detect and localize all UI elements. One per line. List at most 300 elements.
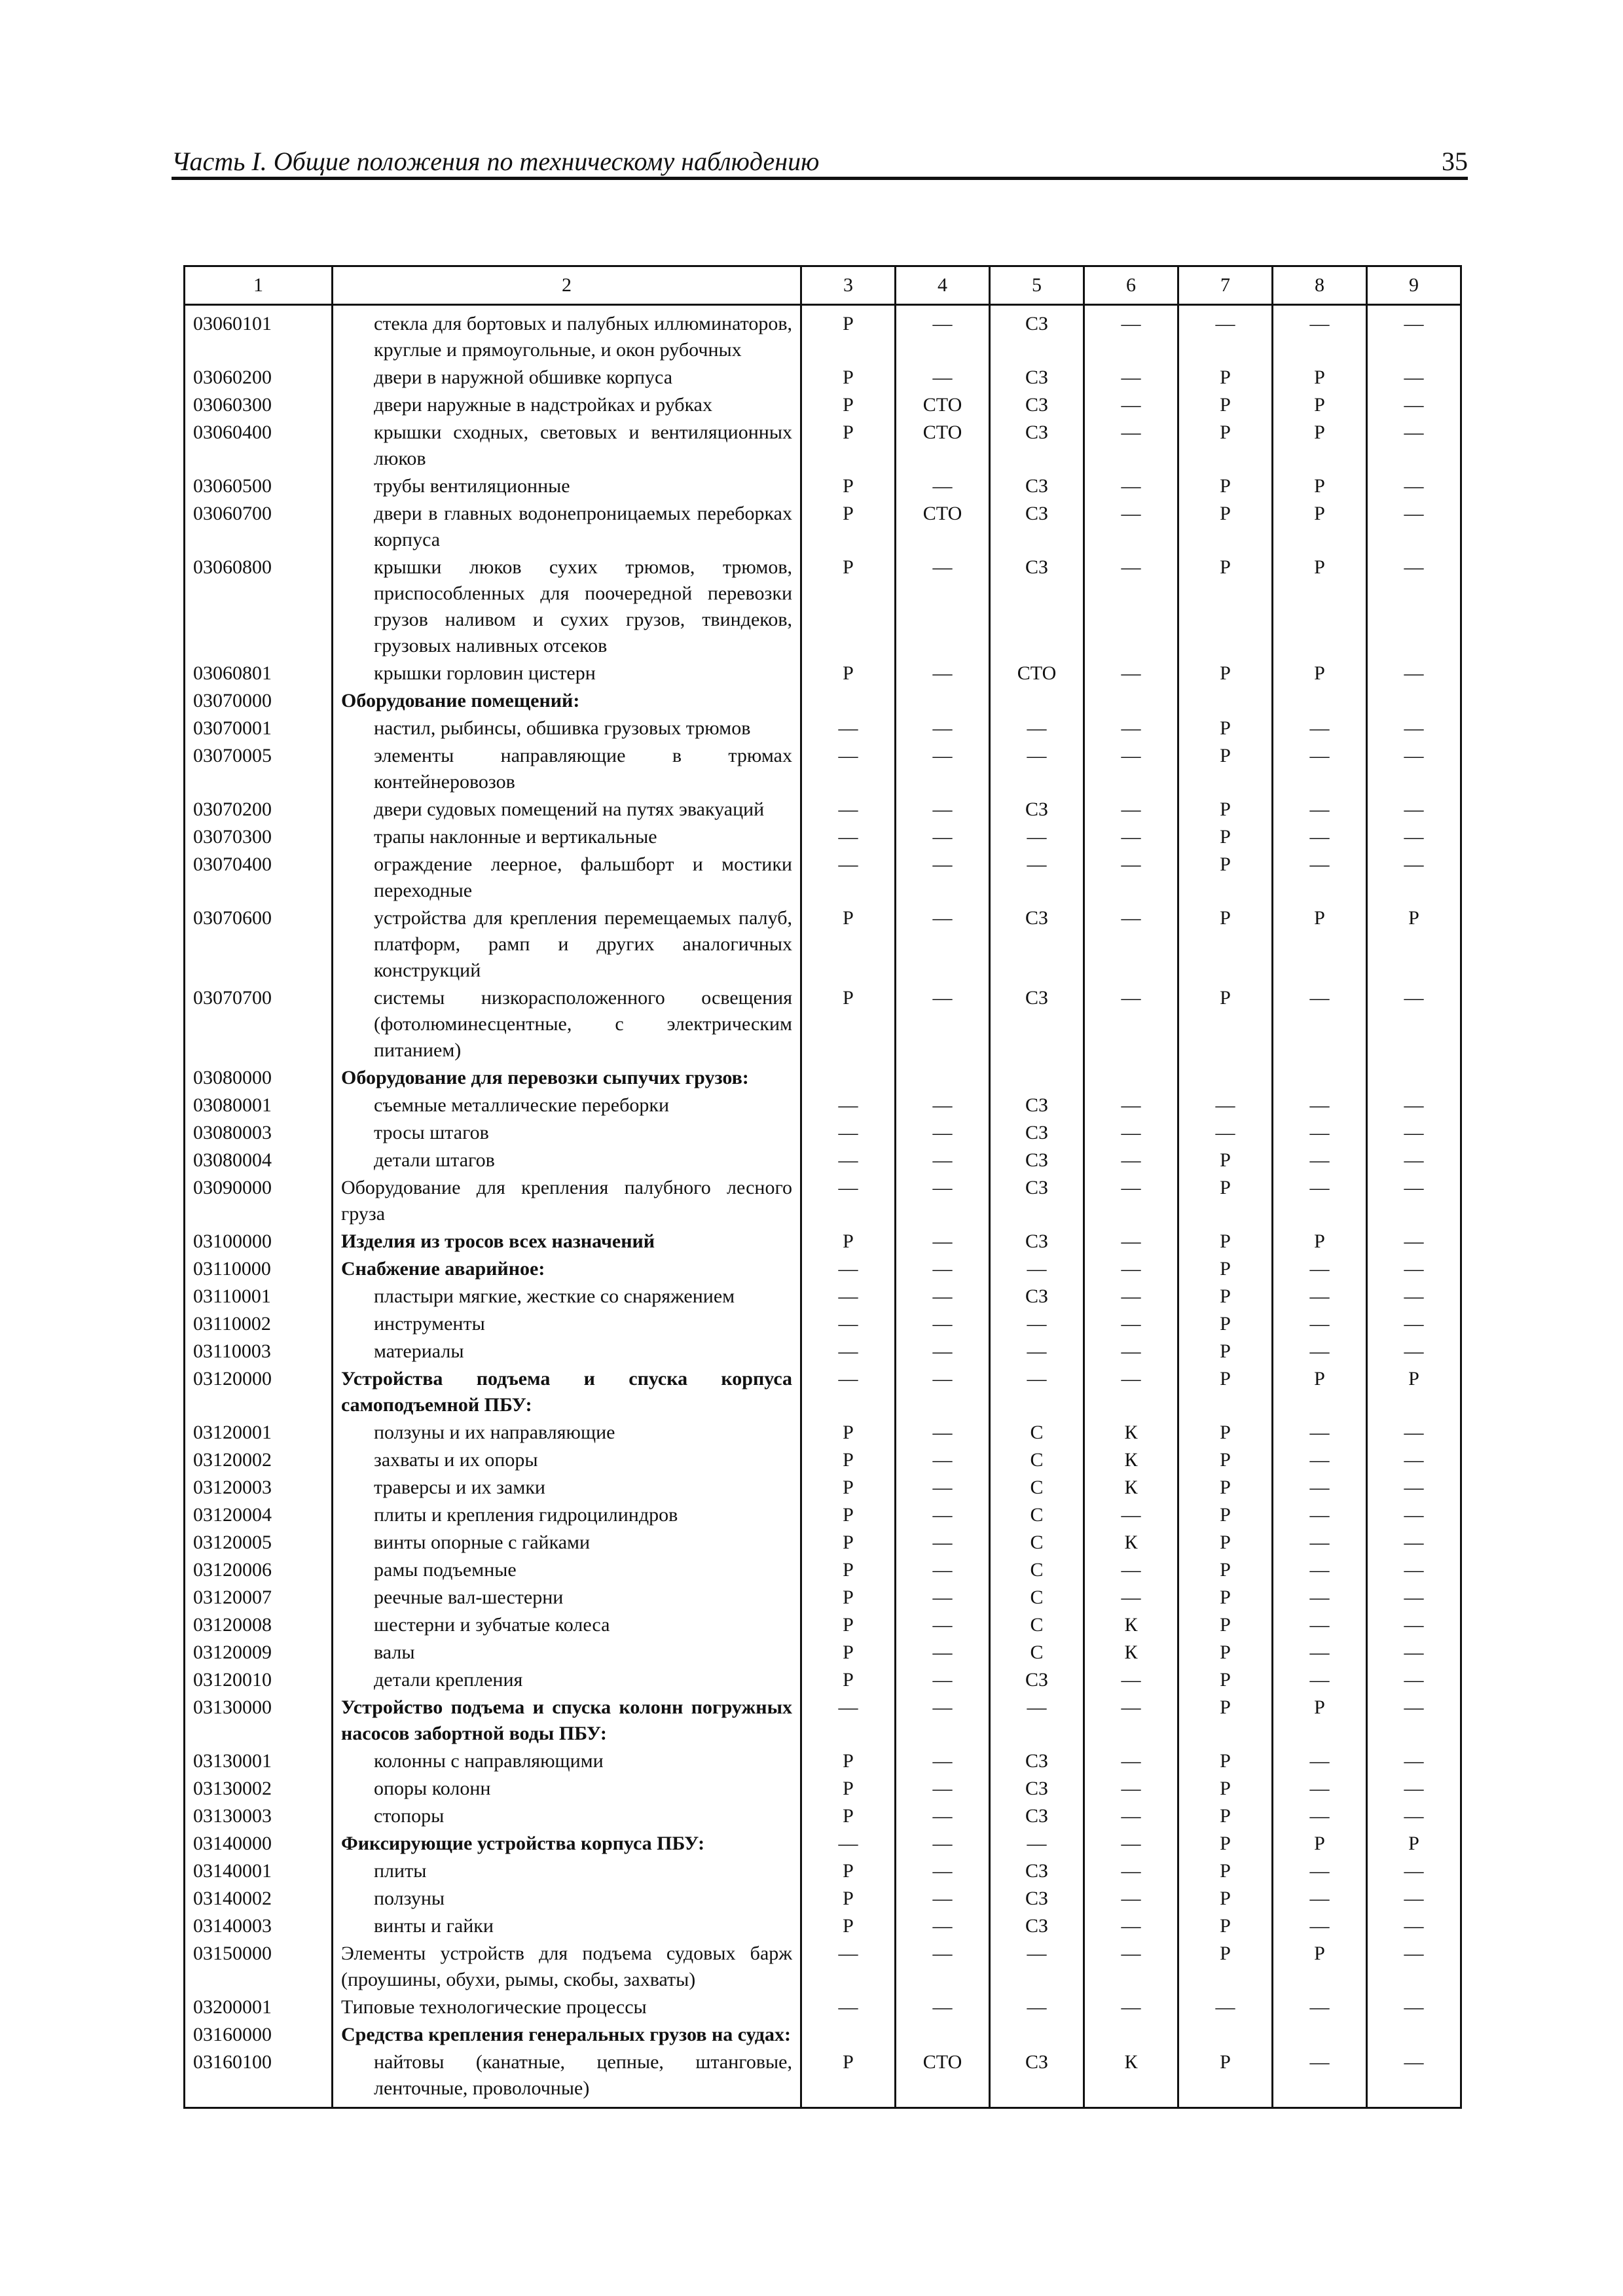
survey-value-col6: — bbox=[1084, 305, 1178, 365]
table-row bbox=[185, 742, 1461, 796]
survey-value-col4: — bbox=[896, 715, 990, 742]
survey-value-col9: — bbox=[1367, 1255, 1461, 1283]
survey-value-col3: Р bbox=[801, 1611, 896, 1639]
table-row bbox=[185, 1419, 1461, 1446]
survey-value-col8: Р bbox=[1273, 1365, 1367, 1419]
survey-value-col4: — bbox=[896, 1584, 990, 1611]
survey-value-col5: СТО bbox=[990, 660, 1084, 687]
survey-value-col7: Р bbox=[1178, 1255, 1273, 1283]
survey-value-col7: — bbox=[1178, 1119, 1273, 1147]
survey-value-col9: — bbox=[1367, 1283, 1461, 1310]
survey-value-col9: — bbox=[1367, 1748, 1461, 1775]
survey-value-col4: — bbox=[896, 364, 990, 391]
survey-value-col4: — bbox=[896, 1283, 990, 1310]
survey-value-col4: — bbox=[896, 1857, 990, 1885]
survey-value-col8: — bbox=[1273, 742, 1367, 796]
survey-value-col9: — bbox=[1367, 742, 1461, 796]
item-name: траверсы и их замки bbox=[333, 1474, 801, 1501]
survey-value-col3 bbox=[801, 2021, 896, 2049]
survey-value-col7: Р bbox=[1178, 1228, 1273, 1255]
survey-value-col5: С bbox=[990, 1556, 1084, 1584]
survey-value-col6: — bbox=[1084, 391, 1178, 419]
table-row bbox=[185, 1092, 1461, 1119]
survey-value-col5: С bbox=[990, 1501, 1084, 1529]
item-name: реечные вал-шестерни bbox=[333, 1584, 801, 1611]
table-row bbox=[185, 660, 1461, 687]
survey-value-col8 bbox=[1273, 687, 1367, 715]
survey-value-col6: — bbox=[1084, 1228, 1178, 1255]
survey-value-col7: Р bbox=[1178, 1639, 1273, 1666]
survey-value-col4: — bbox=[896, 905, 990, 984]
survey-value-col4: — bbox=[896, 984, 990, 1064]
item-name: Устройство подъема и спуска колонн погружных насосов забортной воды ПБУ: bbox=[333, 1694, 801, 1748]
item-code: 03120001 bbox=[185, 1419, 333, 1446]
survey-value-col5 bbox=[990, 2021, 1084, 2049]
survey-value-col4: — bbox=[896, 1748, 990, 1775]
survey-value-col6: — bbox=[1084, 1584, 1178, 1611]
survey-value-col8: — bbox=[1273, 1119, 1367, 1147]
survey-value-col6: — bbox=[1084, 364, 1178, 391]
table-row bbox=[185, 1885, 1461, 1912]
survey-value-col9: — bbox=[1367, 1174, 1461, 1228]
survey-value-col6: — bbox=[1084, 554, 1178, 660]
survey-value-col3 bbox=[801, 1064, 896, 1092]
survey-value-col3: Р bbox=[801, 1446, 896, 1474]
survey-value-col6: — bbox=[1084, 1556, 1178, 1584]
survey-value-col7: Р bbox=[1178, 1501, 1273, 1529]
survey-value-col7 bbox=[1178, 2021, 1273, 2049]
survey-value-col5: СЗ bbox=[990, 2049, 1084, 2108]
survey-value-col8: — bbox=[1273, 1310, 1367, 1338]
survey-value-col9: — bbox=[1367, 1611, 1461, 1639]
item-name: съемные металлические переборки bbox=[333, 1092, 801, 1119]
survey-value-col4: — bbox=[896, 1666, 990, 1694]
survey-value-col7 bbox=[1178, 687, 1273, 715]
survey-value-col6 bbox=[1084, 2021, 1178, 2049]
item-name: Оборудование для крепления палубного лесного груза bbox=[333, 1174, 801, 1228]
survey-value-col3: — bbox=[801, 796, 896, 823]
survey-value-col4: — bbox=[896, 473, 990, 500]
item-code: 03080000 bbox=[185, 1064, 333, 1092]
survey-value-col5 bbox=[990, 1064, 1084, 1092]
survey-value-col9: — bbox=[1367, 419, 1461, 473]
item-code: 03160000 bbox=[185, 2021, 333, 2049]
survey-value-col8: — bbox=[1273, 1255, 1367, 1283]
survey-value-col5: СЗ bbox=[990, 305, 1084, 365]
header-rule bbox=[172, 177, 1468, 180]
survey-value-col8: Р bbox=[1273, 660, 1367, 687]
table-row bbox=[185, 1446, 1461, 1474]
survey-value-col3: Р bbox=[801, 1912, 896, 1940]
item-code: 03130000 bbox=[185, 1694, 333, 1748]
survey-value-col6: — bbox=[1084, 500, 1178, 554]
survey-value-col7: Р bbox=[1178, 1474, 1273, 1501]
survey-value-col5: СЗ bbox=[990, 500, 1084, 554]
survey-value-col8: Р bbox=[1273, 1940, 1367, 1994]
survey-value-col7: Р bbox=[1178, 500, 1273, 554]
table-row bbox=[185, 554, 1461, 660]
survey-value-col3: — bbox=[801, 851, 896, 905]
survey-value-col7: Р bbox=[1178, 1147, 1273, 1174]
survey-value-col9: Р bbox=[1367, 1830, 1461, 1857]
survey-value-col6: — bbox=[1084, 1119, 1178, 1147]
survey-value-col9: — bbox=[1367, 1119, 1461, 1147]
item-code: 03120005 bbox=[185, 1529, 333, 1556]
survey-value-col5: — bbox=[990, 1830, 1084, 1857]
survey-value-col8: — bbox=[1273, 1556, 1367, 1584]
survey-value-col6: — bbox=[1084, 1830, 1178, 1857]
survey-value-col4: — bbox=[896, 1694, 990, 1748]
survey-value-col5: — bbox=[990, 851, 1084, 905]
item-code: 03140001 bbox=[185, 1857, 333, 1885]
survey-value-col9: — bbox=[1367, 391, 1461, 419]
survey-value-col4: — bbox=[896, 1994, 990, 2021]
survey-value-col4: — bbox=[896, 1885, 990, 1912]
survey-value-col3: — bbox=[801, 1338, 896, 1365]
column-header: 4 bbox=[896, 266, 990, 305]
survey-value-col8: Р bbox=[1273, 905, 1367, 984]
survey-value-col8: — bbox=[1273, 1639, 1367, 1666]
survey-value-col8: — bbox=[1273, 1474, 1367, 1501]
survey-value-col9: — bbox=[1367, 796, 1461, 823]
survey-value-col8: — bbox=[1273, 715, 1367, 742]
survey-value-col9: — bbox=[1367, 1338, 1461, 1365]
survey-value-col4: — bbox=[896, 1611, 990, 1639]
survey-value-col7: Р bbox=[1178, 1365, 1273, 1419]
table-row bbox=[185, 1912, 1461, 1940]
survey-value-col4: — bbox=[896, 823, 990, 851]
survey-value-col4: — bbox=[896, 1775, 990, 1803]
column-header: 1 bbox=[185, 266, 333, 305]
survey-value-col9: — bbox=[1367, 2049, 1461, 2108]
survey-value-col7: Р bbox=[1178, 1611, 1273, 1639]
table-row bbox=[185, 1666, 1461, 1694]
survey-value-col8: — bbox=[1273, 1147, 1367, 1174]
survey-value-col4: — bbox=[896, 1639, 990, 1666]
survey-value-col6: — bbox=[1084, 905, 1178, 984]
survey-value-col4: — bbox=[896, 1365, 990, 1419]
survey-value-col9: — bbox=[1367, 1228, 1461, 1255]
survey-value-col8 bbox=[1273, 1064, 1367, 1092]
item-name: ограждение леерное, фальшборт и мостики переходные bbox=[333, 851, 801, 905]
item-name: стопоры bbox=[333, 1803, 801, 1830]
survey-value-col5: СЗ bbox=[990, 1147, 1084, 1174]
survey-value-col5: СЗ bbox=[990, 1228, 1084, 1255]
survey-value-col5: СЗ bbox=[990, 1283, 1084, 1310]
item-code: 03070700 bbox=[185, 984, 333, 1064]
item-name: плиты bbox=[333, 1857, 801, 1885]
item-name: трапы наклонные и вертикальные bbox=[333, 823, 801, 851]
survey-value-col7: Р bbox=[1178, 1694, 1273, 1748]
survey-value-col7: Р bbox=[1178, 905, 1273, 984]
survey-value-col7: Р bbox=[1178, 1446, 1273, 1474]
survey-value-col6: — bbox=[1084, 1338, 1178, 1365]
survey-value-col7: Р bbox=[1178, 1940, 1273, 1994]
survey-value-col7: Р bbox=[1178, 796, 1273, 823]
survey-value-col3: Р bbox=[801, 984, 896, 1064]
item-code: 03080001 bbox=[185, 1092, 333, 1119]
survey-value-col9: — bbox=[1367, 1912, 1461, 1940]
survey-value-col8: — bbox=[1273, 1584, 1367, 1611]
survey-value-col8: Р bbox=[1273, 1830, 1367, 1857]
survey-value-col8: — bbox=[1273, 1803, 1367, 1830]
survey-value-col8: — bbox=[1273, 1885, 1367, 1912]
survey-value-col3: — bbox=[801, 1365, 896, 1419]
survey-value-col5: СЗ bbox=[990, 1912, 1084, 1940]
survey-value-col5: С bbox=[990, 1474, 1084, 1501]
table-row bbox=[185, 1639, 1461, 1666]
table-row bbox=[185, 1857, 1461, 1885]
item-name: опоры колонн bbox=[333, 1775, 801, 1803]
survey-value-col9: — bbox=[1367, 1446, 1461, 1474]
survey-value-col3: Р bbox=[801, 1775, 896, 1803]
survey-value-col7: Р bbox=[1178, 660, 1273, 687]
survey-value-col5: СЗ bbox=[990, 554, 1084, 660]
item-code: 03090000 bbox=[185, 1174, 333, 1228]
survey-value-col6: К bbox=[1084, 2049, 1178, 2108]
item-code: 03070200 bbox=[185, 796, 333, 823]
item-code: 03120008 bbox=[185, 1611, 333, 1639]
survey-value-col4: СТО bbox=[896, 391, 990, 419]
column-header-row bbox=[185, 266, 1461, 305]
survey-value-col3: Р bbox=[801, 1228, 896, 1255]
survey-value-col5: С bbox=[990, 1639, 1084, 1666]
survey-value-col4: — bbox=[896, 851, 990, 905]
survey-table bbox=[183, 265, 1462, 2109]
table-row bbox=[185, 391, 1461, 419]
survey-value-col6: — bbox=[1084, 1147, 1178, 1174]
survey-value-col4: — bbox=[896, 1147, 990, 1174]
item-name: крышки горловин цистерн bbox=[333, 660, 801, 687]
survey-value-col8: Р bbox=[1273, 1228, 1367, 1255]
item-name: элементы направляющие в трюмах контейнеровозов bbox=[333, 742, 801, 796]
table-row bbox=[185, 1775, 1461, 1803]
survey-value-col3: — bbox=[801, 1283, 896, 1310]
page-header bbox=[172, 145, 1468, 178]
survey-value-col5: С bbox=[990, 1446, 1084, 1474]
item-code: 03070001 bbox=[185, 715, 333, 742]
survey-value-col6: — bbox=[1084, 1694, 1178, 1748]
item-code: 03110003 bbox=[185, 1338, 333, 1365]
survey-value-col4: — bbox=[896, 1255, 990, 1283]
survey-value-col5: С bbox=[990, 1584, 1084, 1611]
survey-value-col5: — bbox=[990, 1994, 1084, 2021]
survey-value-col9: — bbox=[1367, 1994, 1461, 2021]
survey-value-col4: — bbox=[896, 1338, 990, 1365]
survey-value-col3: Р bbox=[801, 905, 896, 984]
survey-value-col3: Р bbox=[801, 554, 896, 660]
survey-value-col8: — bbox=[1273, 1283, 1367, 1310]
survey-value-col9: — bbox=[1367, 851, 1461, 905]
item-name: плиты и крепления гидроцилиндров bbox=[333, 1501, 801, 1529]
survey-value-col4: — bbox=[896, 305, 990, 365]
survey-value-col8: Р bbox=[1273, 500, 1367, 554]
survey-value-col6: К bbox=[1084, 1639, 1178, 1666]
survey-value-col6: К bbox=[1084, 1419, 1178, 1446]
table-row bbox=[185, 1584, 1461, 1611]
table-row bbox=[185, 905, 1461, 984]
survey-value-col6: К bbox=[1084, 1446, 1178, 1474]
item-name: системы низкорасположенного освещения (фотолюминесцентные, с электрическим питанием) bbox=[333, 984, 801, 1064]
survey-value-col3: — bbox=[801, 1940, 896, 1994]
survey-value-col5: — bbox=[990, 1255, 1084, 1283]
survey-value-col5: СЗ bbox=[990, 1857, 1084, 1885]
survey-value-col6: К bbox=[1084, 1529, 1178, 1556]
survey-value-col5: — bbox=[990, 823, 1084, 851]
survey-value-col9: — bbox=[1367, 1775, 1461, 1803]
table-body bbox=[185, 305, 1461, 2108]
survey-value-col3: Р bbox=[801, 1474, 896, 1501]
table-row bbox=[185, 1283, 1461, 1310]
survey-value-col5: С bbox=[990, 1419, 1084, 1446]
survey-value-col9: — bbox=[1367, 1666, 1461, 1694]
item-code: 03070000 bbox=[185, 687, 333, 715]
survey-value-col4: — bbox=[896, 1310, 990, 1338]
survey-value-col3: Р bbox=[801, 1748, 896, 1775]
survey-value-col5: СЗ bbox=[990, 391, 1084, 419]
survey-value-col9: — bbox=[1367, 1092, 1461, 1119]
survey-value-col4 bbox=[896, 1064, 990, 1092]
item-name: детали крепления bbox=[333, 1666, 801, 1694]
survey-value-col6: — bbox=[1084, 1255, 1178, 1283]
survey-value-col6: К bbox=[1084, 1611, 1178, 1639]
survey-value-col7: Р bbox=[1178, 1584, 1273, 1611]
survey-value-col7: Р bbox=[1178, 2049, 1273, 2108]
item-code: 03200001 bbox=[185, 1994, 333, 2021]
item-name: устройства для крепления перемещаемых палуб, платформ, рамп и других аналогичных конструкций bbox=[333, 905, 801, 984]
survey-value-col8: Р bbox=[1273, 473, 1367, 500]
survey-value-col6: — bbox=[1084, 1365, 1178, 1419]
survey-value-col9: — bbox=[1367, 1885, 1461, 1912]
survey-value-col3: Р bbox=[801, 391, 896, 419]
item-name: ползуны и их направляющие bbox=[333, 1419, 801, 1446]
survey-value-col4 bbox=[896, 687, 990, 715]
survey-value-col6: — bbox=[1084, 473, 1178, 500]
survey-value-col6: — bbox=[1084, 1803, 1178, 1830]
item-code: 03110001 bbox=[185, 1283, 333, 1310]
survey-value-col6: К bbox=[1084, 1474, 1178, 1501]
survey-value-col5: — bbox=[990, 1694, 1084, 1748]
item-code: 03080003 bbox=[185, 1119, 333, 1147]
survey-value-col3: — bbox=[801, 1310, 896, 1338]
survey-value-col6: — bbox=[1084, 851, 1178, 905]
survey-value-col8: — bbox=[1273, 1611, 1367, 1639]
survey-value-col4: — bbox=[896, 1119, 990, 1147]
table-row bbox=[185, 1255, 1461, 1283]
item-name: шестерни и зубчатые колеса bbox=[333, 1611, 801, 1639]
survey-value-col5: — bbox=[990, 1940, 1084, 1994]
item-name: найтовы (канатные, цепные, штанговые, ленточные, проволочные) bbox=[333, 2049, 801, 2108]
survey-value-col6: — bbox=[1084, 984, 1178, 1064]
survey-value-col5: — bbox=[990, 715, 1084, 742]
survey-value-col9: — bbox=[1367, 715, 1461, 742]
item-name: двери в наружной обшивке корпуса bbox=[333, 364, 801, 391]
table-row bbox=[185, 1803, 1461, 1830]
survey-value-col9: — bbox=[1367, 1310, 1461, 1338]
survey-value-col7: Р bbox=[1178, 1857, 1273, 1885]
item-code: 03140002 bbox=[185, 1885, 333, 1912]
survey-value-col9: — bbox=[1367, 1584, 1461, 1611]
survey-value-col6: — bbox=[1084, 1501, 1178, 1529]
item-name: тросы штагов bbox=[333, 1119, 801, 1147]
survey-value-col9: — bbox=[1367, 1147, 1461, 1174]
table-row bbox=[185, 715, 1461, 742]
survey-value-col9: — bbox=[1367, 1857, 1461, 1885]
survey-value-col4: — bbox=[896, 1174, 990, 1228]
survey-value-col9: — bbox=[1367, 473, 1461, 500]
column-header: 3 bbox=[801, 266, 896, 305]
survey-value-col3: Р bbox=[801, 2049, 896, 2108]
survey-value-col7: Р bbox=[1178, 1529, 1273, 1556]
survey-value-col3: Р bbox=[801, 1803, 896, 1830]
table-row bbox=[185, 473, 1461, 500]
survey-value-col8: — bbox=[1273, 1748, 1367, 1775]
survey-value-col3: Р bbox=[801, 1529, 896, 1556]
survey-value-col6: — bbox=[1084, 1994, 1178, 2021]
survey-value-col5: СЗ bbox=[990, 1092, 1084, 1119]
survey-value-col9: — bbox=[1367, 660, 1461, 687]
survey-value-col4: — bbox=[896, 1529, 990, 1556]
item-name: крышки люков сухих трюмов, трюмов, приспособленных для поочередной перевозки грузов наливом и сухих грузов, твиндеков, грузовых наливных отсеков bbox=[333, 554, 801, 660]
survey-value-col7: Р bbox=[1178, 473, 1273, 500]
survey-value-col4 bbox=[896, 2021, 990, 2049]
survey-value-col6: — bbox=[1084, 1748, 1178, 1775]
survey-value-col8: — bbox=[1273, 1994, 1367, 2021]
survey-value-col9: — bbox=[1367, 823, 1461, 851]
survey-value-col6: — bbox=[1084, 1940, 1178, 1994]
table-row bbox=[185, 984, 1461, 1064]
survey-value-col6: — bbox=[1084, 419, 1178, 473]
survey-value-col6: — bbox=[1084, 1912, 1178, 1940]
survey-value-col9 bbox=[1367, 687, 1461, 715]
survey-value-col9: — bbox=[1367, 1419, 1461, 1446]
survey-value-col5: СЗ bbox=[990, 364, 1084, 391]
survey-value-col7: Р bbox=[1178, 1748, 1273, 1775]
item-name: рамы подъемные bbox=[333, 1556, 801, 1584]
survey-value-col4: — bbox=[896, 554, 990, 660]
item-name: колонны с направляющими bbox=[333, 1748, 801, 1775]
item-name: Типовые технологические процессы bbox=[333, 1994, 801, 2021]
survey-value-col3: Р bbox=[801, 1666, 896, 1694]
survey-value-col9 bbox=[1367, 1064, 1461, 1092]
survey-value-col6 bbox=[1084, 687, 1178, 715]
survey-value-col6: — bbox=[1084, 796, 1178, 823]
item-code: 03070300 bbox=[185, 823, 333, 851]
survey-value-col8: — bbox=[1273, 796, 1367, 823]
item-name: крышки сходных, световых и вентиляционных люков bbox=[333, 419, 801, 473]
survey-value-col7: Р bbox=[1178, 1775, 1273, 1803]
item-code: 03060800 bbox=[185, 554, 333, 660]
survey-value-col4: — bbox=[896, 1092, 990, 1119]
item-code: 03060200 bbox=[185, 364, 333, 391]
survey-value-col3: — bbox=[801, 715, 896, 742]
item-name: трубы вентиляционные bbox=[333, 473, 801, 500]
survey-value-col8: Р bbox=[1273, 419, 1367, 473]
table-row bbox=[185, 500, 1461, 554]
item-name: детали штагов bbox=[333, 1147, 801, 1174]
item-code: 03060400 bbox=[185, 419, 333, 473]
survey-value-col5: СЗ bbox=[990, 1803, 1084, 1830]
survey-value-col9 bbox=[1367, 2021, 1461, 2049]
survey-value-col4: — bbox=[896, 1556, 990, 1584]
survey-value-col7: Р bbox=[1178, 1419, 1273, 1446]
survey-value-col3: Р bbox=[801, 419, 896, 473]
survey-value-col3: Р bbox=[801, 1857, 896, 1885]
survey-value-col4: — bbox=[896, 1501, 990, 1529]
survey-value-col5: — bbox=[990, 1365, 1084, 1419]
item-name: двери наружные в надстройках и рубках bbox=[333, 391, 801, 419]
survey-value-col8: — bbox=[1273, 1666, 1367, 1694]
